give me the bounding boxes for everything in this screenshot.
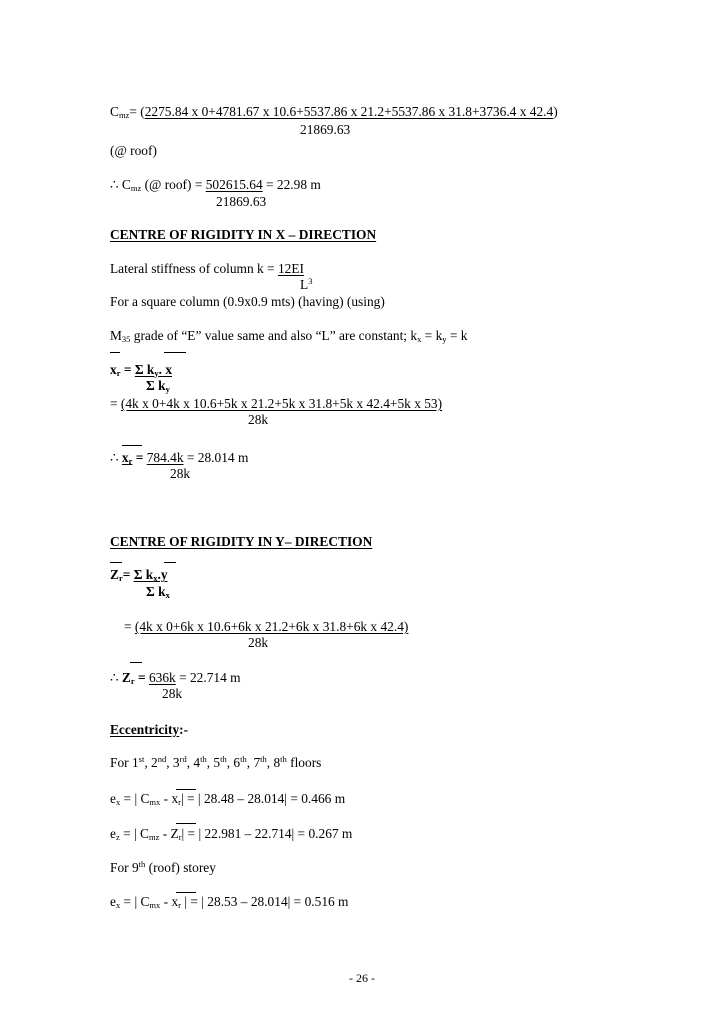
r-subscript: r <box>130 676 135 686</box>
zr-subscript: r <box>118 573 123 583</box>
mz-subscript: mz <box>148 832 160 842</box>
xr-denominator <box>146 378 170 394</box>
floors-line <box>110 755 321 771</box>
result-value: = 22.98 m <box>262 177 321 192</box>
page-number: - 26 - <box>349 971 375 985</box>
zr-result-symbol <box>122 670 149 685</box>
zr-result-numerator: 636k <box>148 670 176 685</box>
sigma-tail: .y <box>157 567 168 582</box>
xr-result-symbol <box>122 450 147 465</box>
ex-line <box>110 791 345 807</box>
roof-suffix: th <box>138 859 146 869</box>
y-expansion <box>124 619 408 635</box>
y-heading-text: CENTRE OF RIGIDITY IN Y– DIRECTION <box>110 534 373 549</box>
x-overline <box>164 352 186 353</box>
minus: - <box>160 791 172 806</box>
y-expansion-denominator: 28k <box>248 635 269 650</box>
floor-suffix: th <box>240 754 247 764</box>
equals-paren: = ( <box>129 104 145 119</box>
result-denominator: 21869.63 <box>216 194 267 209</box>
equals: = <box>134 670 149 685</box>
z-letter: Z <box>121 670 131 685</box>
kx-subscript: x <box>417 334 422 344</box>
therefore-symbol: ∴ <box>110 670 119 685</box>
ex2-value: | = | 28.53 – 28.014| = 0.516 m <box>181 894 349 909</box>
abs-c: = | C <box>120 791 150 806</box>
zr-overline <box>110 562 122 563</box>
minus: - <box>159 826 171 841</box>
xr-symbol: x <box>110 362 117 377</box>
floor-sep: , 8 <box>266 755 281 770</box>
floor-suffix: nd <box>157 754 167 764</box>
equals-k: = k <box>421 328 443 343</box>
sigma-den-subscript: y <box>165 384 170 394</box>
y-overline <box>164 562 176 563</box>
therefore-symbol: ∴ <box>110 450 119 465</box>
y-direction-heading <box>110 534 372 550</box>
xr-subscript: r <box>116 368 121 378</box>
grade-line <box>110 328 467 344</box>
floors-tail: floors <box>286 755 322 770</box>
zr-result-denominator: 28k <box>162 686 183 701</box>
cmz-numerator: 2275.84 x 0+4781.67 x 10.6+5537.86 x 21.2+5537.86 x 31.8+3736.4 x 42.4 <box>144 104 554 119</box>
mz-subscript: mz <box>130 183 142 193</box>
zr-formula <box>110 567 168 583</box>
x-subscript: x <box>115 797 121 807</box>
grade-text: grade of “E” value same and also “L” are constant; k <box>130 328 418 343</box>
sigma-den-subscript: x <box>165 590 170 600</box>
stiffness-numerator: 12EI <box>277 261 304 276</box>
r-subscript: r <box>178 832 182 842</box>
x-subscript: x <box>115 900 121 910</box>
square-column-text: For a square column (0.9x0.9 mts) (having) (using) <box>110 294 385 309</box>
ez-line <box>110 826 352 842</box>
xr-formula <box>110 362 172 378</box>
floors-prefix: For 1 <box>110 755 139 770</box>
floor-suffix: th <box>220 754 227 764</box>
xr-result <box>110 450 248 466</box>
r-subscript: r <box>178 900 181 910</box>
floor-sep: , 4 <box>186 755 201 770</box>
x-letter: x <box>171 791 179 806</box>
e-symbol: e <box>110 791 116 806</box>
xr-result-overline <box>122 445 142 446</box>
floor-suffix: th <box>200 754 207 764</box>
zr-result-value: = 22.714 m <box>175 670 241 685</box>
roof-label: (@ roof) = <box>141 177 206 192</box>
floor-sep: , 3 <box>166 755 180 770</box>
floor-sep: , 2 <box>144 755 158 770</box>
x-heading-text: CENTRE OF RIGIDITY IN X – DIRECTION <box>110 227 377 242</box>
abs-c: = | C <box>119 826 149 841</box>
ky-subscript: y <box>442 334 447 344</box>
ez-overline <box>176 823 196 824</box>
zr-numerator <box>134 567 168 582</box>
sigma-tail: . x <box>158 362 173 377</box>
stiffness-denominator <box>300 277 312 293</box>
floor-suffix: rd <box>179 754 187 764</box>
z-subscript: z <box>115 832 120 842</box>
x-direction-heading <box>110 227 376 243</box>
minus: - <box>160 894 172 909</box>
xr-equals: = <box>120 362 135 377</box>
cmz-denominator: 21869.63 <box>300 122 351 137</box>
e-symbol: e <box>110 894 116 909</box>
cmz-result <box>110 177 321 193</box>
cmz-symbol: C <box>110 104 119 119</box>
floor-suffix: st <box>138 754 145 764</box>
zr-result <box>110 670 241 686</box>
floor-sep: , 6 <box>226 755 241 770</box>
floor-suffix: th <box>280 754 287 764</box>
floor-suffix: th <box>260 754 267 764</box>
r-subscript: r <box>128 456 133 466</box>
expansion-equals: = <box>124 619 135 634</box>
roof-storey-line <box>110 860 216 876</box>
roof-tail: (roof) storey <box>145 860 216 875</box>
sigma-k: Σ k <box>133 567 154 582</box>
ex2-overline <box>176 892 196 893</box>
cmz-subscript: mz <box>118 110 130 120</box>
r-subscript: r <box>178 797 181 807</box>
x-expansion <box>110 396 442 412</box>
m-symbol: M <box>110 328 122 343</box>
roof-prefix: For 9 <box>110 860 139 875</box>
xr-numerator <box>135 362 172 377</box>
ex2-line <box>110 894 348 910</box>
equals: = <box>132 450 147 465</box>
expansion-equals: = <box>110 396 121 411</box>
sigma-k: Σ k <box>134 362 155 377</box>
mx-subscript: mx <box>149 900 161 910</box>
cube-exponent: 3 <box>308 276 313 286</box>
x-letter: x <box>171 894 179 909</box>
cmz-equation <box>110 104 558 120</box>
grade-subscript: 35 <box>121 334 131 344</box>
zr-denominator <box>146 584 170 600</box>
eccentricity-title: Eccentricity <box>110 722 180 737</box>
sigma-subscript: y <box>154 368 159 378</box>
l-symbol: L <box>300 277 309 292</box>
stiffness-label: Lateral stiffness of column k = <box>110 261 278 276</box>
stiffness-line <box>110 261 304 277</box>
x-expansion-numerator: (4k x 0+4k x 10.6+5k x 21.2+5k x 31.8+5k x 42.4+5k x 53) <box>120 396 443 411</box>
x-expansion-denominator: 28k <box>248 412 269 427</box>
xr-result-numerator: 784.4k <box>146 450 184 465</box>
z-letter: Z <box>170 826 179 841</box>
roof-note: (@ roof) <box>110 143 157 158</box>
x-letter: x <box>121 450 129 465</box>
eccentricity-colon: :- <box>179 722 189 737</box>
zr-equals: = <box>122 567 134 582</box>
close-paren: ) <box>553 104 558 119</box>
xr-overline <box>110 352 120 353</box>
sigma-k-den: Σ k <box>146 584 166 599</box>
xr-result-value: = 28.014 m <box>183 450 249 465</box>
eccentricity-heading <box>110 722 188 738</box>
e-symbol: e <box>110 826 116 841</box>
xr-result-denominator: 28k <box>170 466 191 481</box>
c-symbol: C <box>121 177 131 192</box>
mx-subscript: mx <box>149 797 161 807</box>
zr-result-overline <box>130 662 142 663</box>
sigma-subscript: x <box>153 573 158 583</box>
equals-k-final: = k <box>446 328 468 343</box>
therefore-symbol: ∴ <box>110 177 119 192</box>
floor-sep: , 7 <box>246 755 261 770</box>
floor-sep: , 5 <box>206 755 221 770</box>
sigma-k-den: Σ k <box>146 378 166 393</box>
abs-c: = | C <box>120 894 150 909</box>
ex-value: | = | 28.48 – 28.014| = 0.466 m <box>181 791 346 806</box>
result-numerator: 502615.64 <box>205 177 263 192</box>
zr-symbol: Z <box>110 567 119 582</box>
ez-value: | = | 22.981 – 22.714| = 0.267 m <box>181 826 353 841</box>
ex-overline <box>176 789 196 790</box>
y-expansion-numerator: (4k x 0+6k x 10.6+6k x 21.2+6k x 31.8+6k x 42.4) <box>134 619 409 634</box>
